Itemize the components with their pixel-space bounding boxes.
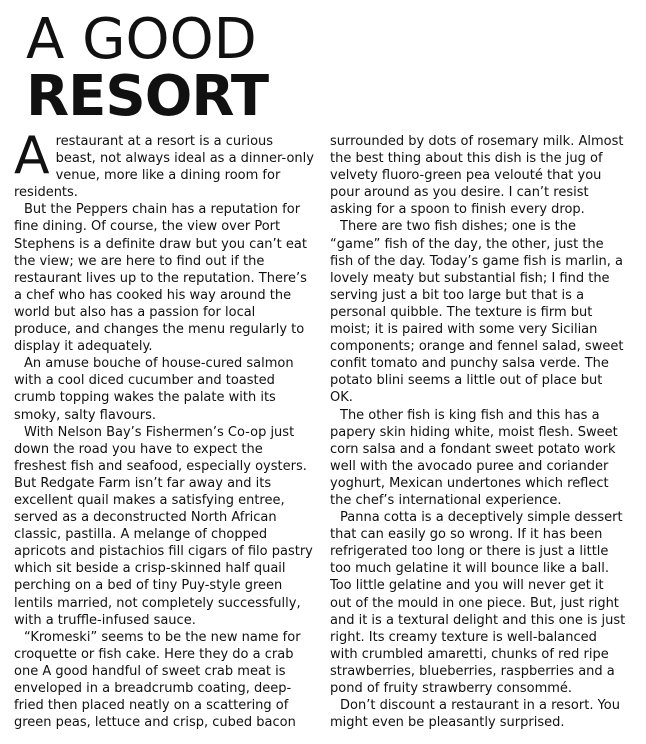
paragraph: With Nelson Bay’s Fishermen’s Co-op just down the road you have to expect the freshest fish and seafood, especially oysters. But Redgate Farm isn’t far away and its excellent quail makes a satisfying entree, served as a deconstructed North African classic, pastilla. A melange of chopped apricots and pistachios fill cigars of filo pastry which sit beside a crisp-skinned half quail perching on a bed of tiny Puy-style green lentils married, not completely successfully, with a truffle-infused sauce.: [14, 424, 313, 628]
paragraph-intro: [14, 126, 314, 201]
paragraph: But the Peppers chain has a reputation for fine dining. Of course, the view over Port Stephens is a definite draw but you can’t eat the view; we are here to find out if the restaurant lives up to the reputation. There’s a chef who has cooked his way around the world but also has a passion for local produce, and changes the menu regularly to display it adequately.: [14, 202, 307, 355]
article-column-right: [330, 133, 626, 731]
paragraph-continued: surrounded by dots of rosemary milk. Almost the best thing about this dish is the jug of velvety fluoro-green pea velouté that you pour around as you desire. I can’t resist asking for a spoon to finish every drop.: [330, 134, 624, 218]
paragraph: There are two fish dishes; one is the “game” fish of the day, the other, just the fish of the day. Today’s game fish is marlin, a lovely meaty but substantial fish; I find the serving just a bit too large but that is a personal quibble. The texture is firm but moist; it is paired with some very Sicilian components; orange and fennel salad, sweet confit tomato and punchy salsa verde. The potato blini seems a little out of place but OK.: [330, 219, 624, 406]
paragraph: An amuse bouche of house-cured salmon with a cool diced cucumber and toasted crumb topping wakes the palate with its smoky, salty flavours.: [14, 356, 294, 423]
intro-rest: not always ideal as a dinner-only venue, more like a dining room for residents.: [14, 151, 314, 201]
headline-line-2: RESORT: [26, 64, 269, 129]
headline-line-1: A GOOD: [26, 7, 257, 72]
drop-cap: A: [14, 126, 50, 186]
paragraph: The other fish is king fish and this has a papery skin hiding white, moist flesh. Sweet corn salsa and a fondant sweet potato work well with the avocado puree and coriander yoghurt, Mexican undertones which reflect the chef’s international experience.: [330, 407, 618, 508]
paragraph: Don’t discount a restaurant in a resort. You might even be pleasantly surprised.: [330, 698, 621, 731]
intro-first-line: restaurant at a resort is a curious beast,: [55, 134, 274, 167]
article-column-left: [14, 126, 314, 731]
paragraph: “Kromeski” seems to be the new name for croquette or fish cake. Here they do a crab one A good handful of sweet crab meat is enveloped in a breadcrumb coating, deep-fried then placed neatly on a scattering of green peas, lettuce and crisp, cubed bacon: [14, 629, 301, 731]
paragraph: Panna cotta is a deceptively simple dessert that can easily go so wrong. If it has been refrigerated too long or there is just a little too much gelatine it will bounce like a ball. Too little gelatine and you will never get it out of the mould in one piece. But, just right and it is a textural delight and this one is just right. Its creamy texture is well-balanced with crumbled amaretti, chunks of red ripe strawberries, blueberries, raspberries and a pond of fruity strawberry consommé.: [330, 510, 626, 696]
